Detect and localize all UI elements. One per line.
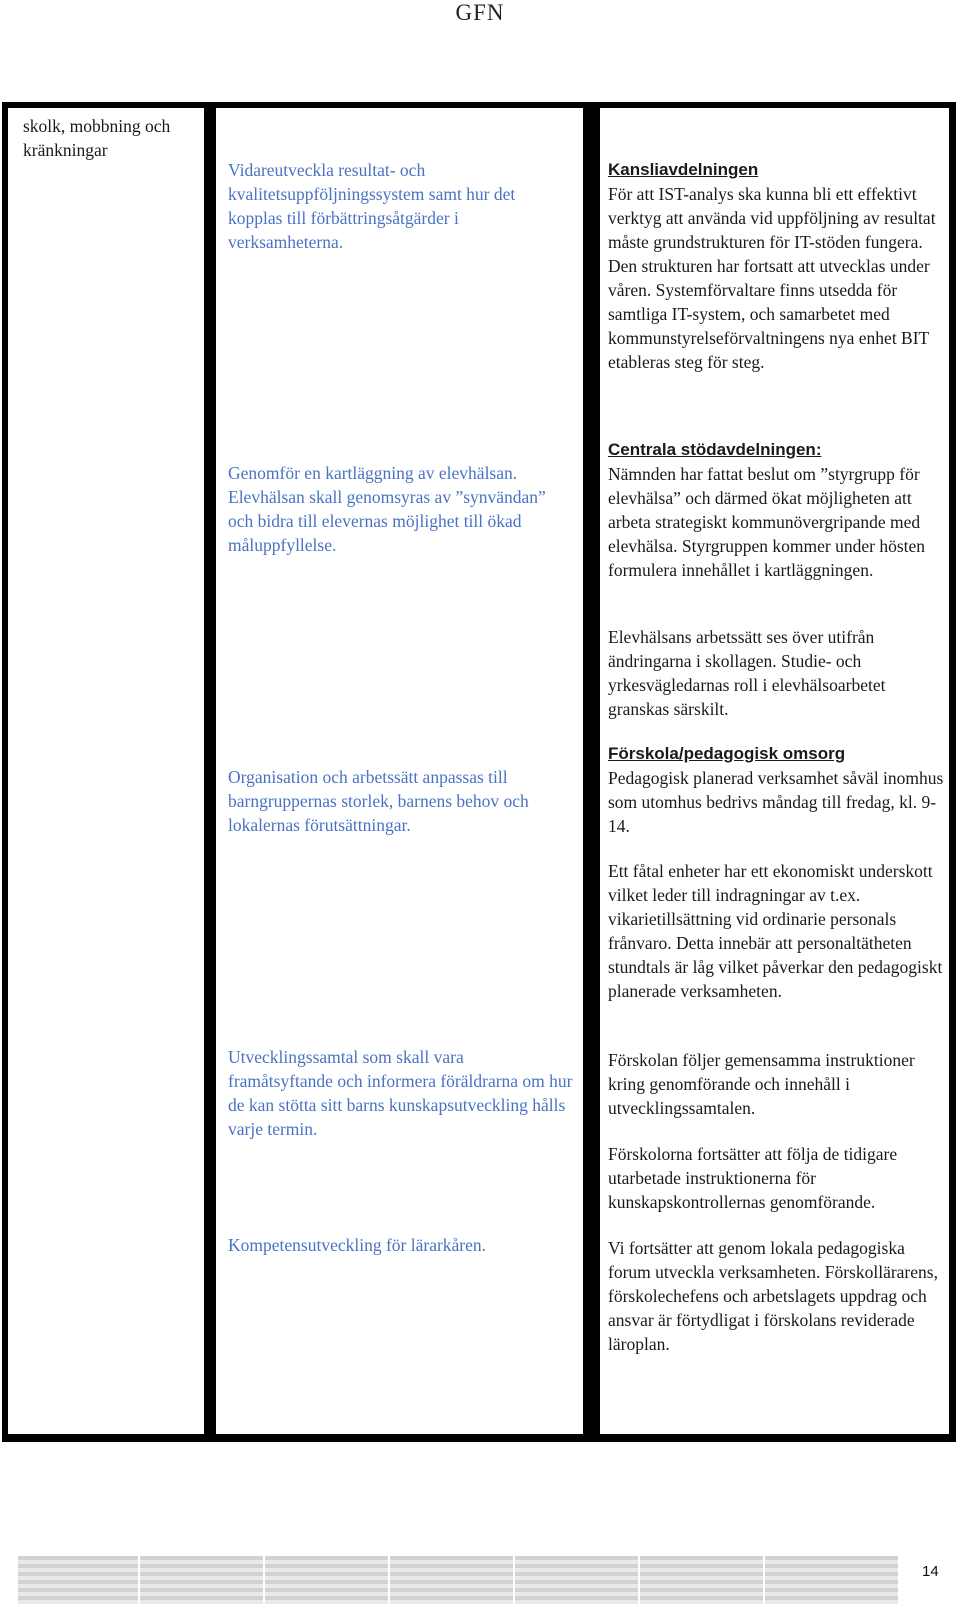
result-paragraph: Förskolorna fortsätter att följa de tidigare utarbetade instruktionerna för kunskapskontrollernas genomförande. — [608, 1144, 898, 1212]
result-paragraph: Förskolan följer gemensamma instruktioner kring genomförande och innehåll i utvecklingssamtalen. — [608, 1050, 915, 1118]
goal-item: Organisation och arbetssätt anpassas till barngruppernas storlek, barnens behov och lokalernas förutsättningar. — [228, 767, 529, 835]
footer-divider — [263, 1556, 265, 1604]
footer-divider — [138, 1556, 140, 1604]
goal-item: Kompetensutveckling för lärarkåren. — [228, 1235, 487, 1255]
result-paragraph: Ett fåtal enheter har ett ekonomiskt underskott vilket leder till indragningar av t.ex. vikarietillsättning vid ordinarie personals frånvaro. Detta innebär att personaltätheten stundtals är låg vilket påverkar den pedagogiskt planerade verksamheten. — [608, 861, 943, 1001]
footer-divider — [513, 1556, 515, 1604]
footer-divider — [638, 1556, 640, 1604]
section-text: Pedagogisk planerad verksamhet såväl inomhus som utomhus bedrivs måndag till fredag, kl. 9-14. — [608, 768, 944, 836]
section-text: Nämnden har fattat beslut om ”styrgrupp för elevhälsa” och därmed ökat möjligheten att arbeta strategiskt kommunövergripande med elevhälsa. Styrgruppen kommer under hösten formulera innehållet i kartläggningen. — [608, 464, 926, 580]
result-paragraph: Elevhälsans arbetssätt ses över utifrån ändringarna i skollagen. Studie- och yrkesvägledarnas roll i elevhälsoarbetet granskas särskilt. — [608, 627, 886, 719]
goal-item: Genomför en kartläggning av elevhälsan. Elevhälsan skall genomsyras av ”synvändan” och bidra till elevernas möjlighet till ökad måluppfyllelse. — [228, 463, 546, 555]
report-table — [2, 102, 956, 1442]
footer-wave-banner — [18, 1556, 898, 1604]
table-cell-results — [600, 108, 949, 1434]
section-heading: Centrala stödavdelningen: — [608, 440, 822, 459]
footer-divider — [388, 1556, 390, 1604]
section-heading: Förskola/pedagogisk omsorg — [608, 744, 846, 763]
goal-item: Utvecklingssamtal som skall vara framåtsyftande och informera föräldrarna om hur de kan stötta sitt barns kunskapsutveckling hålls varje termin. — [228, 1047, 573, 1139]
goal-item: Vidareutveckla resultat- och kvalitetsuppföljningssystem samt hur det kopplas till förbättringsåtgärder i verksamheterna. — [228, 160, 516, 252]
footer-divider — [763, 1556, 765, 1604]
result-block-central — [608, 438, 944, 582]
result-block-forskola — [608, 742, 944, 838]
section-text: För att IST-analys ska kunna bli ett effektivt verktyg att använda vid uppföljning av resultat måste grundstrukturen för IT-stöden fungera. Den strukturen har fortsatt att utvecklas under våren. Systemförvaltare finns utsedda för samtliga IT-system, och samarbetet med kommunstyrelseförvaltningens nya enhet BIT etableras steg för steg. — [608, 184, 936, 372]
table-cell-area: skolk, mobbning och kränkningar — [8, 108, 204, 1434]
page-number: 14 — [922, 1563, 939, 1580]
result-paragraph: Vi fortsätter att genom lokala pedagogiska forum utveckla verksamheten. Förskollärarens, förskolechefens och arbetslagets uppdrag och ansvar är förtydligat i förskolans reviderade läroplan. — [608, 1238, 938, 1354]
result-block-kansli — [608, 158, 944, 374]
page-header: GFN — [455, 0, 505, 25]
table-cell-goals — [216, 108, 583, 1434]
section-heading: Kansliavdelningen — [608, 160, 759, 179]
